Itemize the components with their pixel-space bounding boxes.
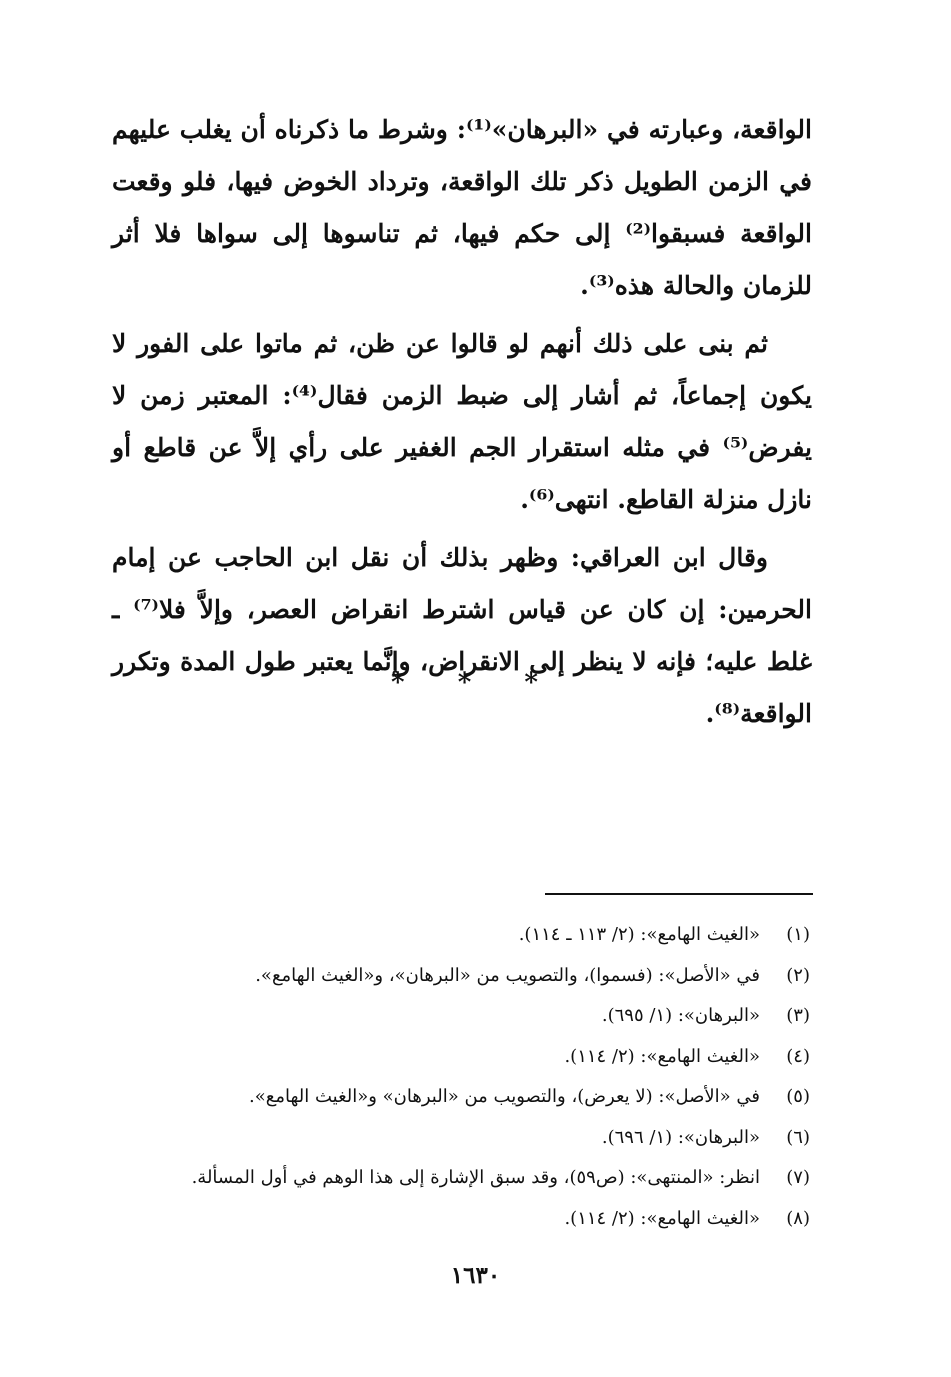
footnote-number: (٨) [786, 1207, 810, 1229]
page-number: ١٦٣٠ [450, 1262, 501, 1289]
footnote-number: (٥) [786, 1086, 810, 1107]
section-separator: * * * [391, 668, 560, 698]
footnote-number: (٧) [786, 1167, 810, 1188]
footnote [150, 1158, 810, 1199]
footnote-text: «الغيث الهامع»: (٢/ ١١٤). [564, 1207, 760, 1229]
main-text [112, 104, 812, 740]
footnote-number: (٤) [786, 1045, 810, 1067]
footnote-text: في «الأصل»: (فسموا)، والتصويب من «البرهان»، و«الغيث الهامع». [255, 964, 760, 986]
footnote [150, 1118, 810, 1159]
footnote-number: (٢) [786, 964, 810, 986]
footnote-number: (٣) [786, 1005, 810, 1026]
footnote [150, 996, 810, 1037]
footnote-number: (١) [786, 924, 810, 945]
footnote-text: «البرهان»: (١/ ٦٩٦). [601, 1126, 760, 1148]
footnotes [150, 915, 810, 1239]
footnote-number: (٦) [786, 1126, 810, 1148]
paragraph: وقال ابن العراقي: وظهر بذلك أن نقل ابن الحاجب عن إمام الحرمين: إن كان عن قياس اشترط انقراض العصر، وإلاَّ فلا⁽⁷⁾ ـ غلط عليه؛ فإنه لا ينظر إلى الانقراض، وإنَّما يعتبر طول المدة وتكرر الواقعة⁽⁸⁾. [112, 543, 812, 728]
paragraph: ثم بنى على ذلك أنهم لو قالوا عن ظن، ثم ماتوا على الفور لا يكون إجماعاً، ثم أشار إلى ضبط الزمن فقال⁽⁴⁾: المعتبر زمن لا يفرض⁽⁵⁾ في مثله استقرار الجم الغفير على رأي إلاَّ عن قاطع أو نازل منزلة القاطع. انتهى⁽⁶⁾. [112, 329, 812, 514]
footnote [150, 1199, 810, 1240]
paragraph: الواقعة، وعبارته في «البرهان»⁽¹⁾: وشرط ما ذكرناه أن يغلب عليهم في الزمن الطويل ذكر تلك الواقعة، وترداد الخوض فيها، فلو وقعت الواقعة فسبقوا⁽²⁾ إلى حكم فيها، ثم تناسوها إلى سواها فلا أثر للزمان والحالة هذه⁽³⁾. [112, 115, 812, 300]
footnote [150, 1077, 810, 1118]
footnote-divider [545, 893, 813, 895]
footnote-text: «الغيث الهامع»: (٢/ ١١٤). [564, 1045, 760, 1067]
footnote [150, 1037, 810, 1078]
footnote-text: «الغيث الهامع»: (٢/ ١١٣ ـ ١١٤). [518, 924, 760, 945]
footnote-text: «البرهان»: (١/ ٦٩٥). [601, 1005, 760, 1026]
footnote [150, 956, 810, 997]
footnote [150, 915, 810, 956]
footnote-text: انظر: «المنتهى»: (ص٥٩)، وقد سبق الإشارة إلى هذا الوهم في أول المسألة. [191, 1167, 760, 1188]
footnote-text: في «الأصل»: (لا يعرض)، والتصويب من «البرهان» و«الغيث الهامع». [249, 1086, 760, 1107]
